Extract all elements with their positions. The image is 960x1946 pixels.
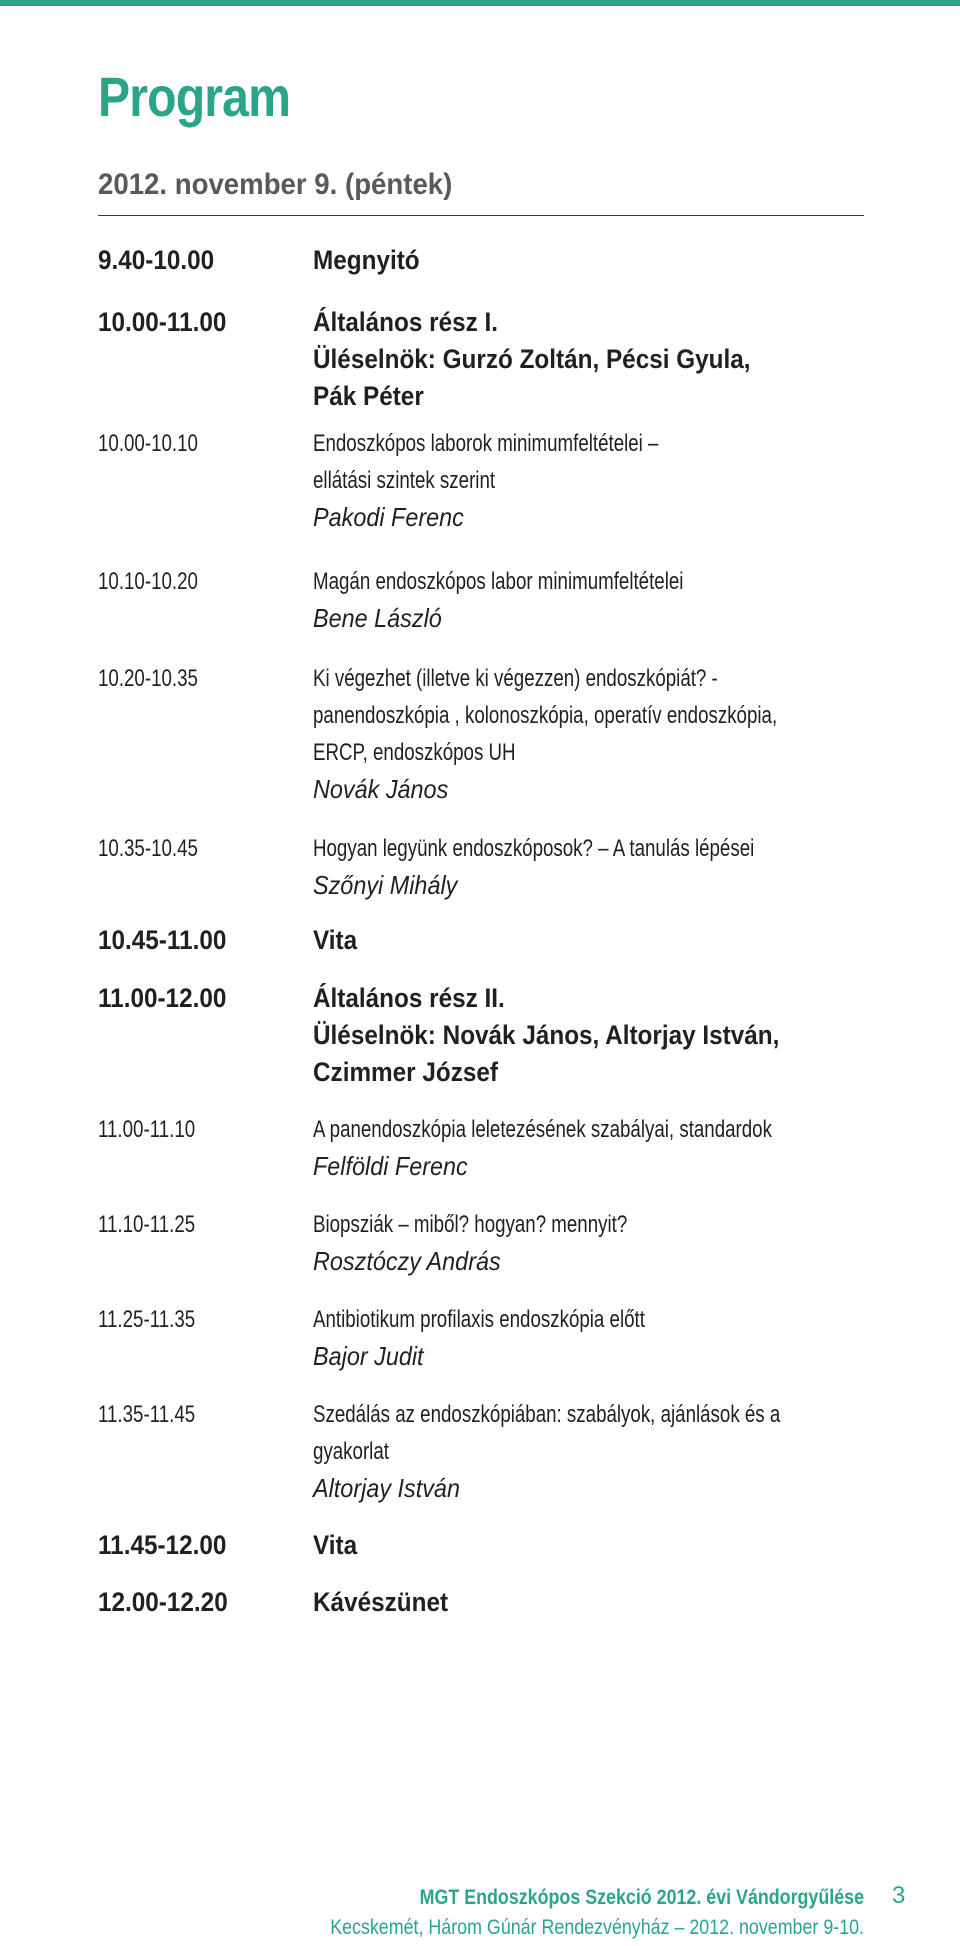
- talk-title: Antibiotikum profilaxis endoszkópia előtt: [313, 1306, 645, 1333]
- talk-content: [313, 563, 893, 637]
- session-content: [313, 304, 893, 415]
- talk-speaker: Felföldi Ferenc: [313, 1151, 468, 1181]
- session-content: [313, 1527, 893, 1564]
- talk-title: Hogyan legyünk endoszkóposok? – A tanulás lépései: [313, 835, 755, 862]
- session-content: [313, 1584, 893, 1621]
- talk-title: Endoszkópos laborok minimumfeltételei –: [313, 430, 659, 457]
- talk-speaker: Szőnyi Mihály: [313, 870, 458, 900]
- time-slot: 11.00-11.10: [98, 1116, 196, 1143]
- time-slot: 10.45-11.00: [98, 925, 227, 955]
- talk-content: [313, 1206, 893, 1280]
- time-slot: 11.10-11.25: [98, 1211, 196, 1238]
- footer-event-name: MGT Endoszkópos Szekció 2012. évi Vándorgyűlése: [419, 1886, 864, 1909]
- session-chair: Üléselnök: Novák János, Altorjay István,: [313, 1020, 780, 1050]
- talk-speaker: Rosztóczy András: [313, 1246, 501, 1276]
- time-slot: 10.35-10.45: [98, 835, 198, 862]
- session-title: Megnyitó: [313, 245, 420, 275]
- talk-speaker: Bene László: [313, 603, 442, 633]
- time-slot: 10.20-10.35: [98, 665, 198, 692]
- time-slot: 11.25-11.35: [98, 1306, 196, 1333]
- talk-title: ERCP, endoszkópos UH: [313, 739, 516, 766]
- talk-content: [313, 660, 893, 808]
- footer-venue: Kecskemét, Három Gúnár Rendezvényház – 2012. november 9-10.: [330, 1916, 864, 1939]
- talk-speaker: Novák János: [313, 774, 449, 804]
- time-slot: 10.00-11.00: [98, 307, 227, 337]
- time-slot: 9.40-10.00: [98, 245, 215, 275]
- talk-title: panendoszkópia , kolonoszkópia, operatív endoszkópia,: [313, 702, 778, 729]
- session-chair: Pák Péter: [313, 381, 424, 411]
- talk-speaker: Altorjay István: [313, 1473, 460, 1503]
- page-title: Program: [98, 65, 291, 128]
- session-content: [313, 242, 893, 279]
- talk-content: [313, 1396, 893, 1507]
- top-accent-bar: [0, 0, 960, 6]
- talk-title: Biopsziák – miből? hogyan? mennyit?: [313, 1211, 628, 1238]
- time-slot: 11.45-12.00: [98, 1530, 227, 1560]
- talk-title: Ki végezhet (illetve ki végezzen) endoszkópiát? -: [313, 665, 718, 692]
- heading-divider: [98, 215, 864, 216]
- talk-title: A panendoszkópia leletezésének szabályai, standardok: [313, 1116, 772, 1143]
- session-title: Kávészünet: [313, 1587, 449, 1617]
- talk-content: [313, 1111, 893, 1185]
- session-title: Vita: [313, 925, 358, 955]
- date-heading: 2012. november 9. (péntek): [98, 168, 453, 201]
- session-chair: Üléselnök: Gurzó Zoltán, Pécsi Gyula,: [313, 344, 751, 374]
- time-slot: 11.00-12.00: [98, 983, 227, 1013]
- talk-content: [313, 1301, 893, 1375]
- session-chair: Czimmer József: [313, 1057, 499, 1087]
- talk-title: gyakorlat: [313, 1438, 389, 1465]
- session-title: Általános rész II.: [313, 983, 505, 1013]
- talk-title: Magán endoszkópos labor minimumfeltételei: [313, 568, 684, 595]
- time-slot: 10.10-10.20: [98, 568, 198, 595]
- session-title: Vita: [313, 1530, 358, 1560]
- talk-content: [313, 830, 893, 904]
- talk-speaker: Bajor Judit: [313, 1341, 424, 1371]
- time-slot: 11.35-11.45: [98, 1401, 196, 1428]
- talk-speaker: Pakodi Ferenc: [313, 502, 464, 532]
- talk-title: ellátási szintek szerint: [313, 467, 496, 494]
- talk-title: Szedálás az endoszkópiában: szabályok, ajánlások és a: [313, 1401, 781, 1428]
- page-footer: [236, 1883, 864, 1943]
- session-content: [313, 922, 893, 959]
- time-slot: 12.00-12.20: [98, 1587, 228, 1617]
- talk-content: [313, 425, 893, 536]
- session-title: Általános rész I.: [313, 307, 499, 337]
- page-number: 3: [892, 1882, 906, 1909]
- time-slot: 10.00-10.10: [98, 430, 198, 457]
- session-content: [313, 980, 893, 1091]
